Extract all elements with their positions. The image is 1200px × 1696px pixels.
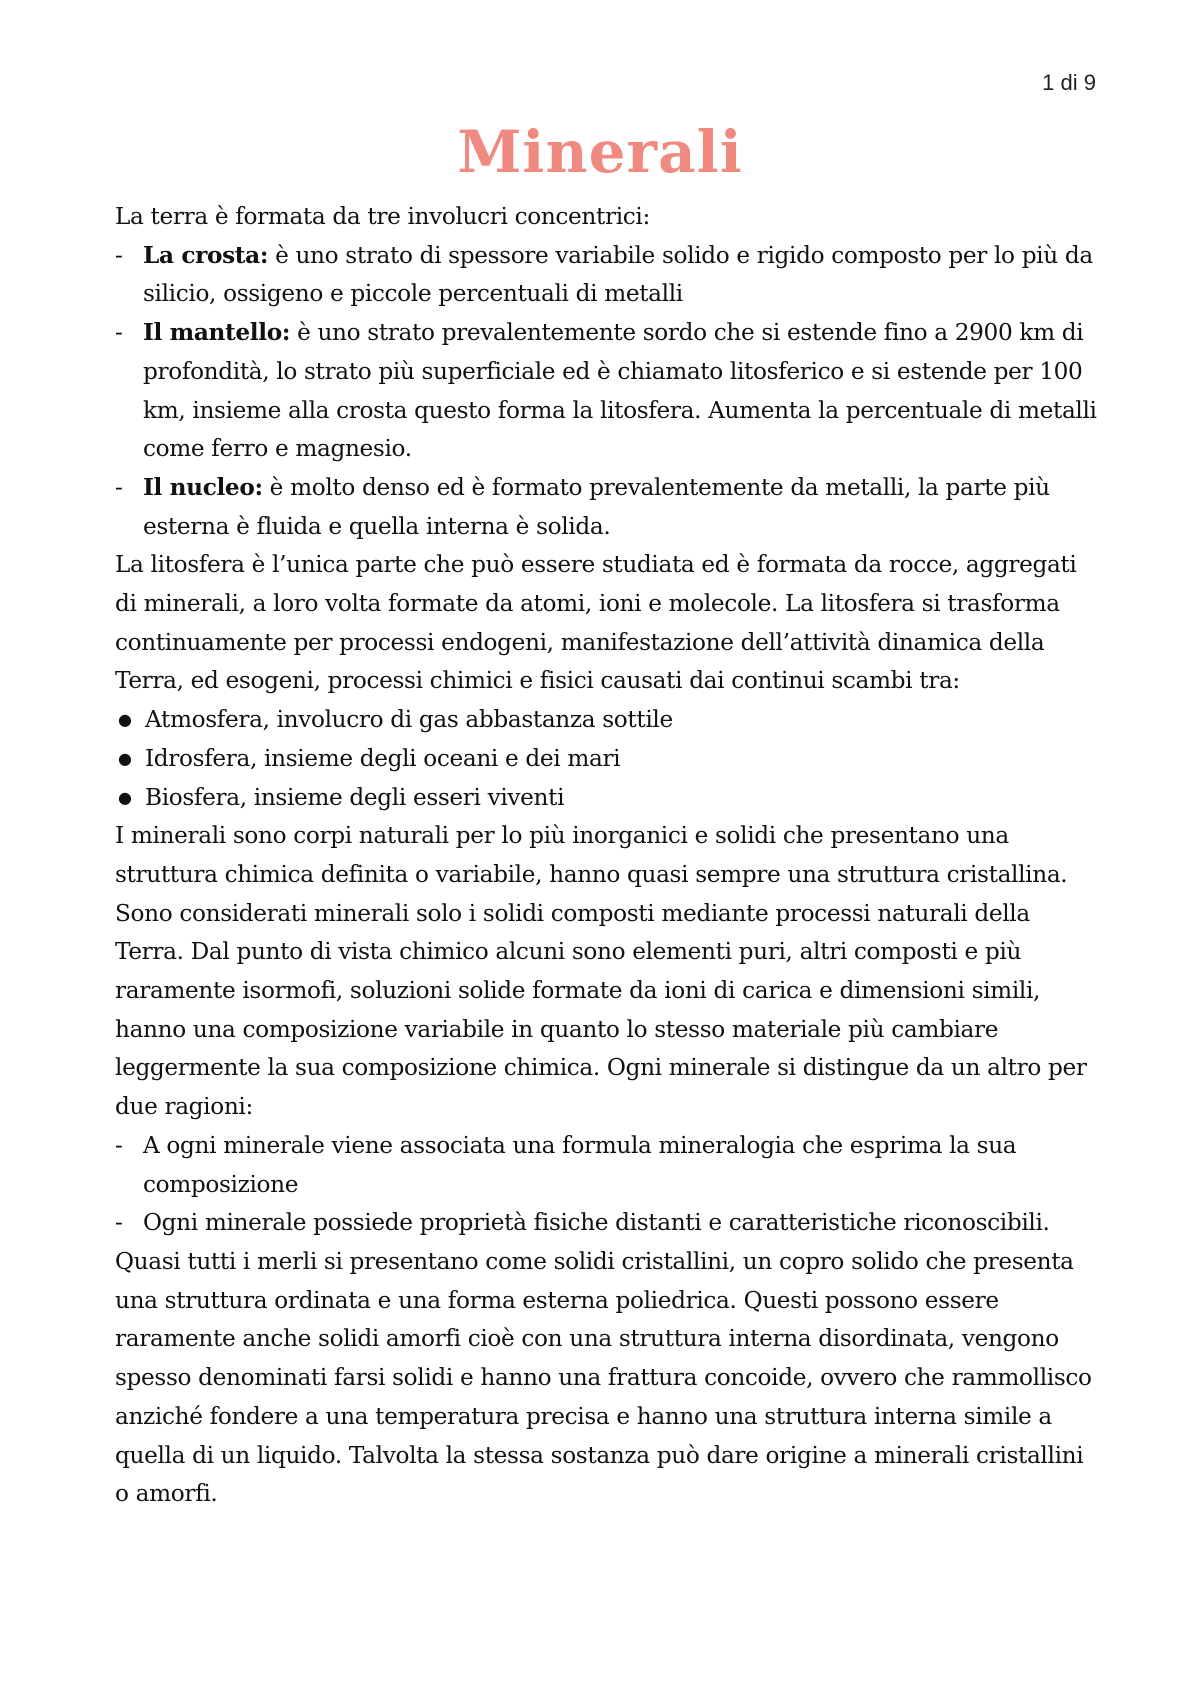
reasons-list — [115, 1127, 1100, 1243]
sphere-text: Idrosfera, insieme degli oceani e dei mari — [145, 744, 621, 772]
layers-list — [115, 237, 1100, 547]
litosfera-paragraph: La litosfera è l’unica parte che può essere studiata ed è formata da rocce, aggregati di minerali, a loro volta formate da atomi, ioni e molecole. La litosfera si trasforma continuamente per processi endogeni, manifestazione dell’attività dinamica della Terra, ed esogeni, processi chimici e fisici causati dai continui scambi tra: — [115, 551, 1077, 695]
reason-text: A ogni minerale viene associata una formula mineralogia che esprima la sua composizione — [143, 1131, 1017, 1198]
spheres-list — [115, 701, 1100, 817]
dash-marker: - — [115, 473, 123, 501]
layer-name: La crosta: — [143, 241, 269, 269]
layer-description: è uno strato prevalentemente sordo che si estende fino a 2900 km di profondità, lo strato più superficiale ed è chiamato litosferico e si estende per 100 km, insieme alla crosta questo forma la litosfera. Aumenta la percentuale di metalli come ferro e magnesio. — [143, 319, 1097, 463]
list-item — [115, 237, 1100, 314]
bullet-marker: ● — [118, 748, 132, 768]
dash-marker: - — [115, 241, 123, 269]
page-title: Minerali — [457, 118, 743, 186]
list-item — [115, 314, 1100, 469]
list-item — [115, 1204, 1100, 1243]
layer-description: è molto denso ed è formato prevalentemente da metalli, la parte più esterna è fluida e quella interna è solida. — [143, 473, 1050, 540]
bullet-marker: ● — [118, 710, 132, 730]
layer-name: Il nucleo: — [143, 473, 263, 501]
list-item — [115, 701, 1100, 740]
list-item — [115, 1127, 1100, 1204]
bullet-marker: ● — [118, 787, 132, 807]
list-item — [115, 740, 1100, 779]
list-item — [115, 469, 1100, 546]
layer-description: è uno strato di spessore variabile solido e rigido composto per lo più da silicio, ossigeno e piccole percentuali di metalli — [143, 241, 1093, 308]
sphere-text: Biosfera, insieme degli esseri viventi — [145, 783, 565, 811]
list-item — [115, 779, 1100, 818]
minerali-paragraph: I minerali sono corpi naturali per lo più inorganici e solidi che presentano una struttura chimica definita o variabile, hanno quasi sempre una struttura cristallina. Sono considerati minerali solo i solidi composti mediante processi naturali della Terra. Dal punto di vista chimico alcuni sono elementi puri, altri composti e più raramente isormofi, soluzioni solide formate da ioni di carica e dimensioni simili, hanno una composizione variabile in quanto lo stesso materiale più cambiare leggermente la sua composizione chimica. Ogni minerale si distingue da un altro per due ragioni: — [115, 822, 1087, 1121]
cristalli-paragraph: Quasi tutti i merli si presentano come solidi cristallini, un copro solido che presenta una struttura ordinata e una forma esterna poliedrica. Questi possono essere raramente anche solidi amorfi cioè con una struttura interna disordinata, vengono spesso denominati farsi solidi e hanno una frattura concoide, ovvero che rammollisco anziché fondere a una temperatura precisa e hanno una struttura interna simile a quella di un liquido. Talvolta la stessa sostanza può dare origine a minerali cristallini o amorfi. — [115, 1247, 1092, 1508]
dash-marker: - — [115, 319, 123, 347]
dash-marker: - — [115, 1131, 123, 1159]
page-number: 1 di 9 — [1042, 70, 1096, 95]
dash-marker: - — [115, 1209, 123, 1237]
intro-paragraph: La terra è formata da tre involucri concentrici: — [115, 203, 650, 230]
document-body — [115, 198, 1100, 1514]
reason-text: Ogni minerale possiede proprietà fisiche distanti e caratteristiche riconoscibili. — [143, 1209, 1050, 1237]
sphere-text: Atmosfera, involucro di gas abbastanza sottile — [145, 706, 673, 734]
layer-name: Il mantello: — [143, 319, 291, 347]
